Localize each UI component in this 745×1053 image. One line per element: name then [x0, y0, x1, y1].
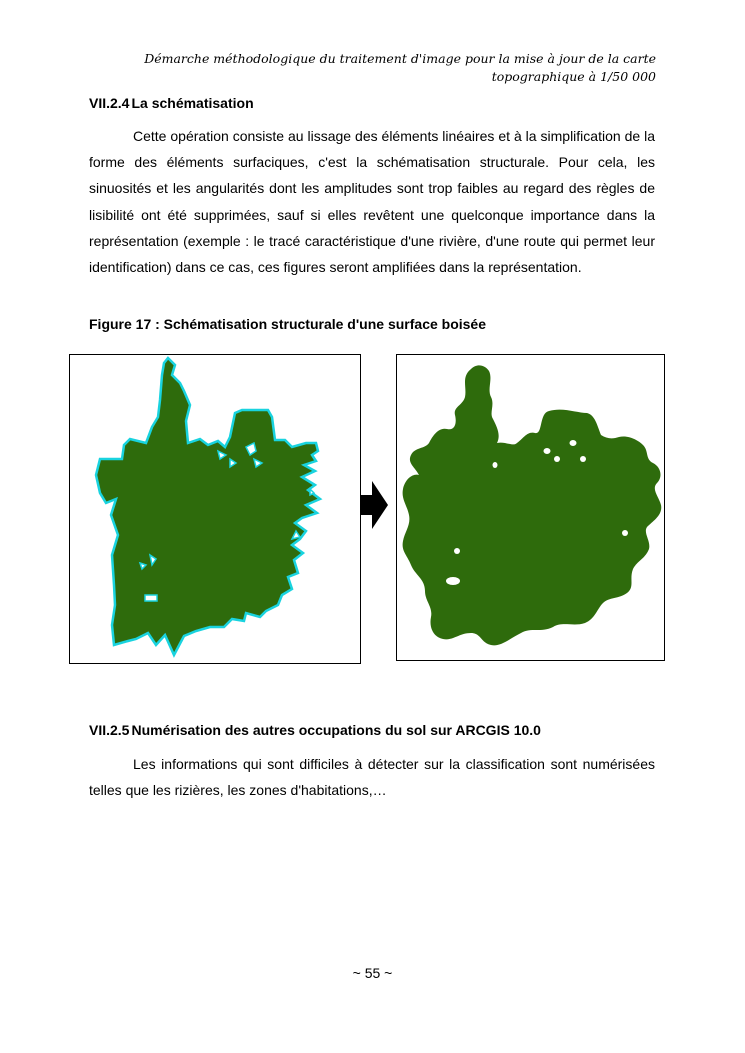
forest-hole: [310, 489, 314, 495]
forest-hole: [570, 440, 577, 446]
forest-hole: [544, 448, 551, 454]
body-paragraph: Les informations qui sont difficiles à détecter sur la classification sont numérisées telles que les rizières, les zones d'habitations,…: [89, 756, 655, 799]
section-title: La schématisation: [131, 95, 254, 111]
figure-caption: Figure 17 : Schématisation structurale d'une surface boisée: [89, 316, 487, 332]
forest-hole: [493, 462, 498, 468]
body-paragraph: Cette opération consiste au lissage des éléments linéaires et à la simplification de la forme des éléments surfaciques, c'est la schématisation structurale. Pour cela, les sinuosités et les angularités dont les amplitudes sont trop faibles au regard des règles de lisibilité ont été supprimées, sauf si elles revêtent une quelconque importance dans la représentation (exemple : le tracé caractéristique d'une rivière, d'une route qui permet leur identification) dans ce cas, ces figures seront amplifiées dans la représentation.: [89, 128, 655, 276]
figure-panel-schematised: [396, 354, 665, 661]
forest-map-schematised: [397, 355, 664, 660]
right-arrow-icon: [360, 477, 390, 533]
forest-hole: [622, 530, 628, 536]
section-heading-numerisation: [89, 722, 541, 738]
section-number: VII.2.5: [89, 722, 130, 738]
forest-hole: [446, 577, 460, 585]
figure-panel-original: [69, 354, 361, 664]
forest-hole: [454, 548, 460, 554]
header-line-1: Démarche méthodologique du traitement d'image pour la mise à jour de la carte: [144, 51, 656, 66]
forest-polygon-schematised: [403, 365, 662, 645]
forest-hole: [554, 456, 560, 462]
header-line-2: topographique à 1/50 000: [491, 69, 656, 84]
forest-hole: [580, 456, 586, 462]
forest-hole: [145, 595, 157, 601]
section-title: Numérisation des autres occupations du sol sur ARCGIS 10.0: [131, 722, 541, 738]
section-number: VII.2.4: [89, 95, 130, 111]
page-number: ~ 55 ~: [352, 965, 393, 981]
forest-polygon-original: [96, 358, 320, 655]
running-header: [140, 50, 656, 86]
section-heading-schematisation: [89, 95, 254, 111]
forest-map-original: [70, 355, 360, 663]
